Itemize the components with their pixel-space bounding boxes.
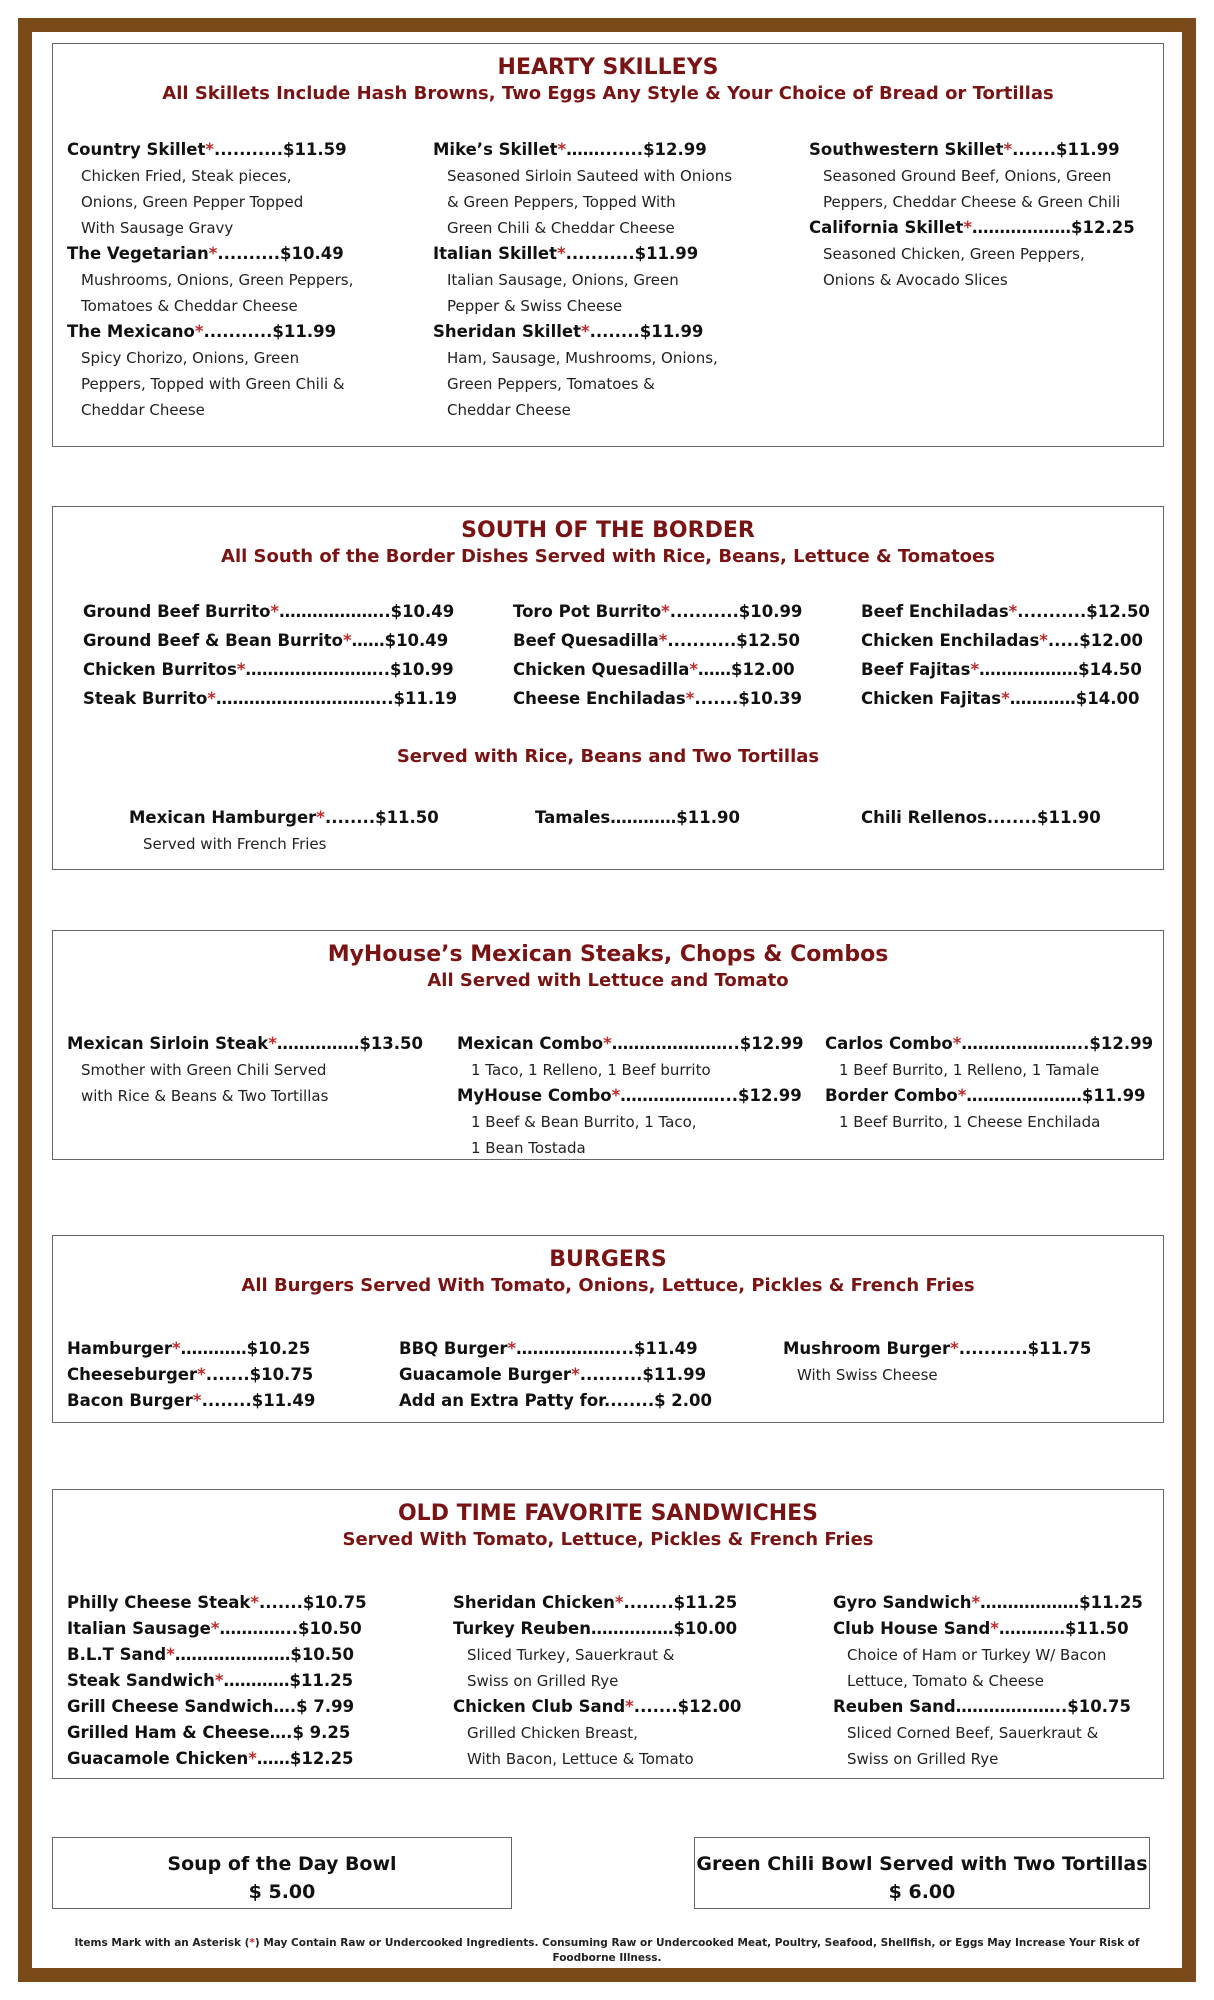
item-description: 1 Bean Tostada: [471, 1139, 586, 1157]
item-title: Ground Beef Burrito: [83, 602, 271, 621]
menu-item-name: [67, 1336, 315, 1362]
asterisk-icon: *: [557, 244, 566, 263]
item-title: Guacamole Chicken: [67, 1749, 249, 1768]
menu-item-name: [399, 1362, 712, 1388]
menu-item-name: [809, 215, 1135, 241]
asterisk-icon: *: [1001, 689, 1010, 708]
asterisk-icon: *: [268, 1034, 277, 1053]
menu-item-name: [399, 1388, 712, 1414]
item-price: ........$11.90: [986, 808, 1101, 827]
menu-item-name: [535, 805, 740, 831]
section-subtitle: Served With Tomato, Lettuce, Pickles & French Fries: [342, 1529, 874, 1550]
item-price: ..........$11.99: [579, 1365, 707, 1384]
item-price: …………………$11.99: [966, 1086, 1146, 1105]
item-title: Mexican Sirloin Steak: [67, 1034, 269, 1053]
item-title: Bacon Burger: [67, 1391, 193, 1410]
chili-box: [694, 1837, 1150, 1909]
item-description: Chicken Fried, Steak pieces,: [81, 167, 292, 185]
item-price: …………$11.90: [610, 808, 740, 827]
item-title: Cheese Enchiladas: [513, 689, 686, 708]
item-description: Grilled Chicken Breast,: [467, 1724, 638, 1742]
item-price: ….$ 7.99: [273, 1697, 355, 1716]
item-title: Chili Rellenos: [861, 808, 987, 827]
menu-item-name: [453, 1590, 741, 1616]
asterisk-icon: *: [236, 660, 246, 679]
asterisk-icon: *: [957, 1086, 967, 1105]
item-price: ………………...$12.99: [620, 1086, 802, 1105]
item-price: ……………$13.50: [276, 1034, 424, 1053]
item-price: ………………..$10.75: [955, 1697, 1131, 1716]
item-price: ……$12.25: [256, 1749, 354, 1768]
menu-item-name: [453, 1616, 741, 1642]
soup-label: Soup of the Day Bowl: [167, 1853, 397, 1875]
skillets-col-2: [433, 137, 732, 423]
disclaimer-asterisk: *: [249, 1937, 255, 1949]
menu-item-name: [129, 805, 439, 831]
section-title: SOUTH OF THE BORDER: [461, 518, 755, 543]
item-price: ........$11.99: [589, 322, 704, 341]
item-description: Peppers, Cheddar Cheese & Green Chili: [823, 193, 1121, 211]
asterisk-icon: *: [342, 631, 352, 650]
menu-item-name: [833, 1694, 1143, 1720]
asterisk-icon: *: [207, 689, 216, 708]
asterisk-icon: *: [970, 660, 980, 679]
item-description: Onions & Avocado Slices: [823, 271, 1008, 289]
item-description: With Sausage Gravy: [81, 219, 234, 237]
section-subtitle: All South of the Border Dishes Served with Rice, Beans, Lettuce & Tomatoes: [221, 546, 995, 567]
steaks-col-2: [457, 1031, 803, 1161]
asterisk-icon: *: [971, 1593, 981, 1612]
item-title: Chicken Enchiladas: [861, 631, 1040, 650]
asterisk-icon: *: [1039, 631, 1048, 650]
item-title: Turkey Reuben: [453, 1619, 591, 1638]
border-col-2: [513, 597, 802, 713]
menu-item-name: [67, 1720, 367, 1746]
item-price: ……$12.00: [697, 660, 795, 679]
item-price: …………………..$12.99: [961, 1034, 1154, 1053]
border-extra-3: [861, 805, 1101, 831]
item-price: ...........$12.50: [1017, 602, 1150, 621]
item-title: Sheridan Skillet: [433, 322, 581, 341]
sandwiches-col-2: [453, 1590, 741, 1772]
item-title: Italian Skillet: [433, 244, 557, 263]
item-price: …….......$12.99: [566, 140, 707, 159]
item-title: Mushroom Burger: [783, 1339, 951, 1358]
section-border: [52, 506, 1164, 870]
item-title: Cheeseburger: [67, 1365, 198, 1384]
item-description: Green Peppers, Tomatoes &: [447, 375, 655, 393]
item-price: …………..$10.50: [219, 1619, 362, 1638]
asterisk-icon: *: [214, 1671, 224, 1690]
item-title: BBQ Burger: [399, 1339, 508, 1358]
item-price: ………………...$11.49: [516, 1339, 698, 1358]
item-title: Beef Quesadilla: [513, 631, 659, 650]
item-description: Cheddar Cheese: [447, 401, 571, 419]
asterisk-icon: *: [166, 1645, 175, 1664]
asterisk-icon: *: [507, 1339, 517, 1358]
item-title: Steak Sandwich: [67, 1671, 215, 1690]
item-title: Gyro Sandwich: [833, 1593, 972, 1612]
asterisk-icon: *: [990, 1619, 999, 1638]
menu-item-name: [825, 1031, 1153, 1057]
menu-item-name: [399, 1336, 712, 1362]
item-description: With Bacon, Lettuce & Tomato: [467, 1750, 694, 1768]
border-extra-1: [129, 805, 439, 857]
asterisk-icon: *: [316, 808, 325, 827]
item-price: .......$10.75: [259, 1593, 367, 1612]
skillets-col-1: [67, 137, 353, 423]
item-title: Chicken Quesadilla: [513, 660, 690, 679]
item-title: Toro Pot Burrito: [513, 602, 662, 621]
asterisk-icon: *: [197, 1365, 206, 1384]
asterisk-icon: *: [210, 1619, 220, 1638]
asterisk-icon: *: [952, 1034, 962, 1053]
item-description: Green Chili & Cheddar Cheese: [447, 219, 675, 237]
asterisk-icon: *: [658, 631, 668, 650]
item-price: ………………..$10.49: [279, 602, 455, 621]
item-price: …………………$10.50: [174, 1645, 355, 1664]
asterisk-disclaimer: [70, 1936, 1144, 1966]
item-price: ……………………..$10.99: [245, 660, 454, 679]
item-title: MyHouse Combo: [457, 1086, 612, 1105]
item-description: Sliced Corned Beef, Sauerkraut &: [847, 1724, 1099, 1742]
asterisk-icon: *: [194, 322, 204, 341]
section-sandwiches: [52, 1489, 1164, 1779]
menu-item-name: [861, 655, 1150, 684]
item-title: Carlos Combo: [825, 1034, 953, 1053]
item-price: ...........$11.99: [203, 322, 337, 341]
asterisk-icon: *: [205, 140, 215, 159]
menu-item-name: [433, 319, 732, 345]
menu-item-name: [67, 1031, 423, 1057]
item-title: Ground Beef & Bean Burrito: [83, 631, 343, 650]
asterisk-icon: *: [661, 602, 670, 621]
border-mid-subtitle: Served with Rice, Beans and Two Tortillas: [396, 746, 820, 767]
item-price: .......$10.75: [205, 1365, 314, 1384]
item-price: .....$12.00: [1047, 631, 1143, 650]
asterisk-icon: *: [611, 1086, 621, 1105]
item-title: Add an Extra Patty for: [399, 1391, 604, 1410]
sandwiches-col-1: [67, 1590, 367, 1772]
menu-item-name: [83, 626, 457, 655]
item-description: 1 Beef Burrito, 1 Relleno, 1 Tamale: [839, 1061, 1100, 1079]
item-title: Country Skillet: [67, 140, 206, 159]
item-title: Italian Sausage: [67, 1619, 211, 1638]
section-subtitle: All Burgers Served With Tomato, Onions, Lettuce, Pickles & French Fries: [241, 1275, 975, 1296]
menu-item-name: [861, 684, 1150, 713]
menu-item-name: [67, 1362, 315, 1388]
burgers-col-2: [399, 1336, 712, 1414]
asterisk-icon: *: [171, 1339, 181, 1358]
asterisk-icon: *: [580, 322, 590, 341]
item-description: Seasoned Sirloin Sauteed with Onions: [447, 167, 733, 185]
item-title: Beef Enchiladas: [861, 602, 1009, 621]
item-price: …………$11.25: [223, 1671, 354, 1690]
item-description: Seasoned Chicken, Green Peppers,: [823, 245, 1085, 263]
item-price: ...........$12.50: [667, 631, 800, 650]
item-title: Tamales: [535, 808, 611, 827]
item-price: ........$11.25: [623, 1593, 738, 1612]
asterisk-icon: *: [270, 602, 280, 621]
disclaimer-post: ) May Contain Raw or Undercooked Ingredients. Consuming Raw or Undercooked Meat, Poultry, Seafood, Shellfish, or Eggs May Increase Your Risk of Foodborne Illness.: [254, 1937, 1140, 1964]
section-title: OLD TIME FAVORITE SANDWICHES: [397, 1501, 819, 1526]
item-description: Spicy Chorizo, Onions, Green: [81, 349, 300, 367]
section-steaks: [52, 930, 1164, 1160]
item-title: California Skillet: [809, 218, 964, 237]
item-description: with Rice & Beans & Two Tortillas: [81, 1087, 329, 1105]
menu-item-name: [861, 805, 1101, 831]
item-description: Served with French Fries: [143, 835, 327, 853]
steaks-col-1: [67, 1031, 423, 1109]
item-price: …………$11.50: [998, 1619, 1129, 1638]
menu-item-name: [67, 1694, 367, 1720]
item-description: Cheddar Cheese: [81, 401, 205, 419]
item-description: Mushrooms, Onions, Green Peppers,: [81, 271, 354, 289]
menu-item-name: [67, 1746, 367, 1772]
menu-item-name: [861, 597, 1150, 626]
section-burgers: [52, 1235, 1164, 1423]
section-title: HEARTY SKILLEYS: [497, 55, 719, 80]
item-description: Peppers, Topped with Green Chili &: [81, 375, 345, 393]
menu-item-name: [83, 684, 457, 713]
soup-box: [52, 1837, 512, 1909]
menu-item-name: [67, 1388, 315, 1414]
border-col-3: [861, 597, 1150, 713]
item-description: Lettuce, Tomato & Cheese: [847, 1672, 1044, 1690]
item-title: Southwestern Skillet: [809, 140, 1004, 159]
item-price: ………………$14.50: [979, 660, 1142, 679]
item-price: ……………$10.00: [590, 1619, 738, 1638]
item-description: Pepper & Swiss Cheese: [447, 297, 623, 315]
item-title: Chicken Burritos: [83, 660, 237, 679]
item-price: …………………………..$11.19: [215, 689, 458, 708]
menu-item-name: [513, 597, 802, 626]
item-price: …………$14.00: [1009, 689, 1140, 708]
item-title: Beef Fajitas: [861, 660, 971, 679]
menu-item-name: [833, 1590, 1143, 1616]
item-price: .......$10.39: [694, 689, 802, 708]
item-price: ........$11.50: [324, 808, 439, 827]
menu-item-name: [67, 241, 353, 267]
menu-item-name: [67, 319, 353, 345]
menu-item-name: [783, 1336, 1091, 1362]
item-price: ………………$11.25: [980, 1593, 1143, 1612]
item-description: Seasoned Ground Beef, Onions, Green: [823, 167, 1112, 185]
menu-item-name: [83, 597, 457, 626]
item-title: Mexican Hamburger: [129, 808, 317, 827]
item-description: Italian Sausage, Onions, Green: [447, 271, 679, 289]
item-title: Reuben Sand: [833, 1697, 956, 1716]
item-title: Grill Cheese Sandwich: [67, 1697, 274, 1716]
item-title: Border Combo: [825, 1086, 958, 1105]
item-title: Mike’s Skillet: [433, 140, 558, 159]
item-description: 1 Taco, 1 Relleno, 1 Beef burrito: [471, 1061, 711, 1079]
menu-item-name: [453, 1694, 741, 1720]
item-price: ........$11.49: [201, 1391, 316, 1410]
item-price: …………………..$12.99: [611, 1034, 804, 1053]
section-subtitle: All Skillets Include Hash Browns, Two Eggs Any Style & Your Choice of Bread or Tortillas: [162, 83, 1054, 104]
item-price: …………$10.25: [180, 1339, 311, 1358]
item-price: ...........$10.99: [669, 602, 803, 621]
asterisk-icon: *: [557, 140, 567, 159]
item-price: ...........$11.99: [565, 244, 699, 263]
item-description: 1 Beef Burrito, 1 Cheese Enchilada: [839, 1113, 1101, 1131]
menu-item-name: [67, 1668, 367, 1694]
asterisk-icon: *: [625, 1697, 634, 1716]
item-price: .......$11.99: [1012, 140, 1120, 159]
menu-item-name: [433, 137, 732, 163]
item-description: Smother with Green Chili Served: [81, 1061, 327, 1079]
menu-item-name: [67, 1642, 367, 1668]
item-title: B.L.T Sand: [67, 1645, 167, 1664]
asterisk-icon: *: [603, 1034, 612, 1053]
item-price: ..........$10.49: [217, 244, 344, 263]
item-price: ...........$11.59: [214, 140, 347, 159]
item-description: Swiss on Grilled Rye: [467, 1672, 619, 1690]
item-description: & Green Peppers, Topped With: [447, 193, 676, 211]
burgers-col-1: [67, 1336, 315, 1414]
asterisk-icon: *: [208, 244, 218, 263]
chili-label: Green Chili Bowl Served with Two Tortillas: [696, 1853, 1148, 1875]
item-title: Guacamole Burger: [399, 1365, 572, 1384]
item-price: ........$ 2.00: [603, 1391, 713, 1410]
item-price: .......$12.00: [633, 1697, 742, 1716]
menu-item-name: [513, 684, 802, 713]
item-title: Mexican Combo: [457, 1034, 604, 1053]
item-description: Sliced Turkey, Sauerkraut &: [467, 1646, 675, 1664]
menu-item-name: [433, 241, 732, 267]
section-title: BURGERS: [549, 1247, 667, 1272]
asterisk-icon: *: [1003, 140, 1013, 159]
asterisk-icon: *: [963, 218, 973, 237]
menu-item-name: [809, 137, 1135, 163]
asterisk-icon: *: [614, 1593, 624, 1612]
asterisk-icon: *: [571, 1365, 580, 1384]
steaks-col-3: [825, 1031, 1153, 1135]
asterisk-icon: *: [192, 1391, 202, 1410]
item-price: ………………$12.25: [972, 218, 1135, 237]
menu-item-name: [513, 655, 802, 684]
item-title: Chicken Club Sand: [453, 1697, 626, 1716]
menu-item-name: [67, 1616, 367, 1642]
item-description: 1 Beef & Bean Burrito, 1 Taco,: [471, 1113, 697, 1131]
chili-price: $ 6.00: [888, 1881, 956, 1903]
item-description: With Swiss Cheese: [797, 1366, 938, 1384]
border-col-1: [83, 597, 457, 713]
item-title: The Mexicano: [67, 322, 195, 341]
item-title: Philly Cheese Steak: [67, 1593, 251, 1612]
item-title: Hamburger: [67, 1339, 172, 1358]
item-description: Choice of Ham or Turkey W/ Bacon: [847, 1646, 1107, 1664]
item-price: ……$10.49: [351, 631, 449, 650]
menu-item-name: [83, 655, 457, 684]
section-subtitle: All Served with Lettuce and Tomato: [427, 970, 789, 991]
item-description: Tomatoes & Cheddar Cheese: [81, 297, 298, 315]
item-description: Swiss on Grilled Rye: [847, 1750, 999, 1768]
asterisk-icon: *: [685, 689, 695, 708]
menu-item-name: [825, 1083, 1153, 1109]
menu-item-name: [513, 626, 802, 655]
item-title: Grilled Ham & Cheese: [67, 1723, 270, 1742]
item-title: The Vegetarian: [67, 244, 209, 263]
asterisk-icon: *: [248, 1749, 257, 1768]
border-extra-2: [535, 805, 740, 831]
burgers-col-3: [783, 1336, 1091, 1388]
item-price: ….$ 9.25: [269, 1723, 351, 1742]
menu-item-name: [833, 1616, 1143, 1642]
disclaimer-pre: Items Mark with an Asterisk (: [74, 1937, 250, 1949]
asterisk-icon: *: [950, 1339, 959, 1358]
menu-item-name: [67, 1590, 367, 1616]
menu-item-name: [457, 1031, 803, 1057]
asterisk-icon: *: [689, 660, 698, 679]
menu-item-name: [861, 626, 1150, 655]
item-title: Sheridan Chicken: [453, 1593, 615, 1612]
asterisk-icon: *: [250, 1593, 260, 1612]
sandwiches-col-3: [833, 1590, 1143, 1772]
section-skillets: [52, 43, 1164, 447]
item-title: Chicken Fajitas: [861, 689, 1002, 708]
soup-price: $ 5.00: [248, 1881, 316, 1903]
item-description: Onions, Green Pepper Topped: [81, 193, 304, 211]
menu-item-name: [457, 1083, 803, 1109]
skillets-col-3: [809, 137, 1135, 293]
item-title: Club House Sand: [833, 1619, 991, 1638]
section-title: MyHouse’s Mexican Steaks, Chops & Combos: [327, 942, 889, 967]
menu-item-name: [67, 137, 353, 163]
asterisk-icon: *: [1008, 602, 1018, 621]
item-description: Ham, Sausage, Mushrooms, Onions,: [447, 349, 718, 367]
item-title: Steak Burrito: [83, 689, 208, 708]
item-price: ...........$11.75: [958, 1339, 1092, 1358]
